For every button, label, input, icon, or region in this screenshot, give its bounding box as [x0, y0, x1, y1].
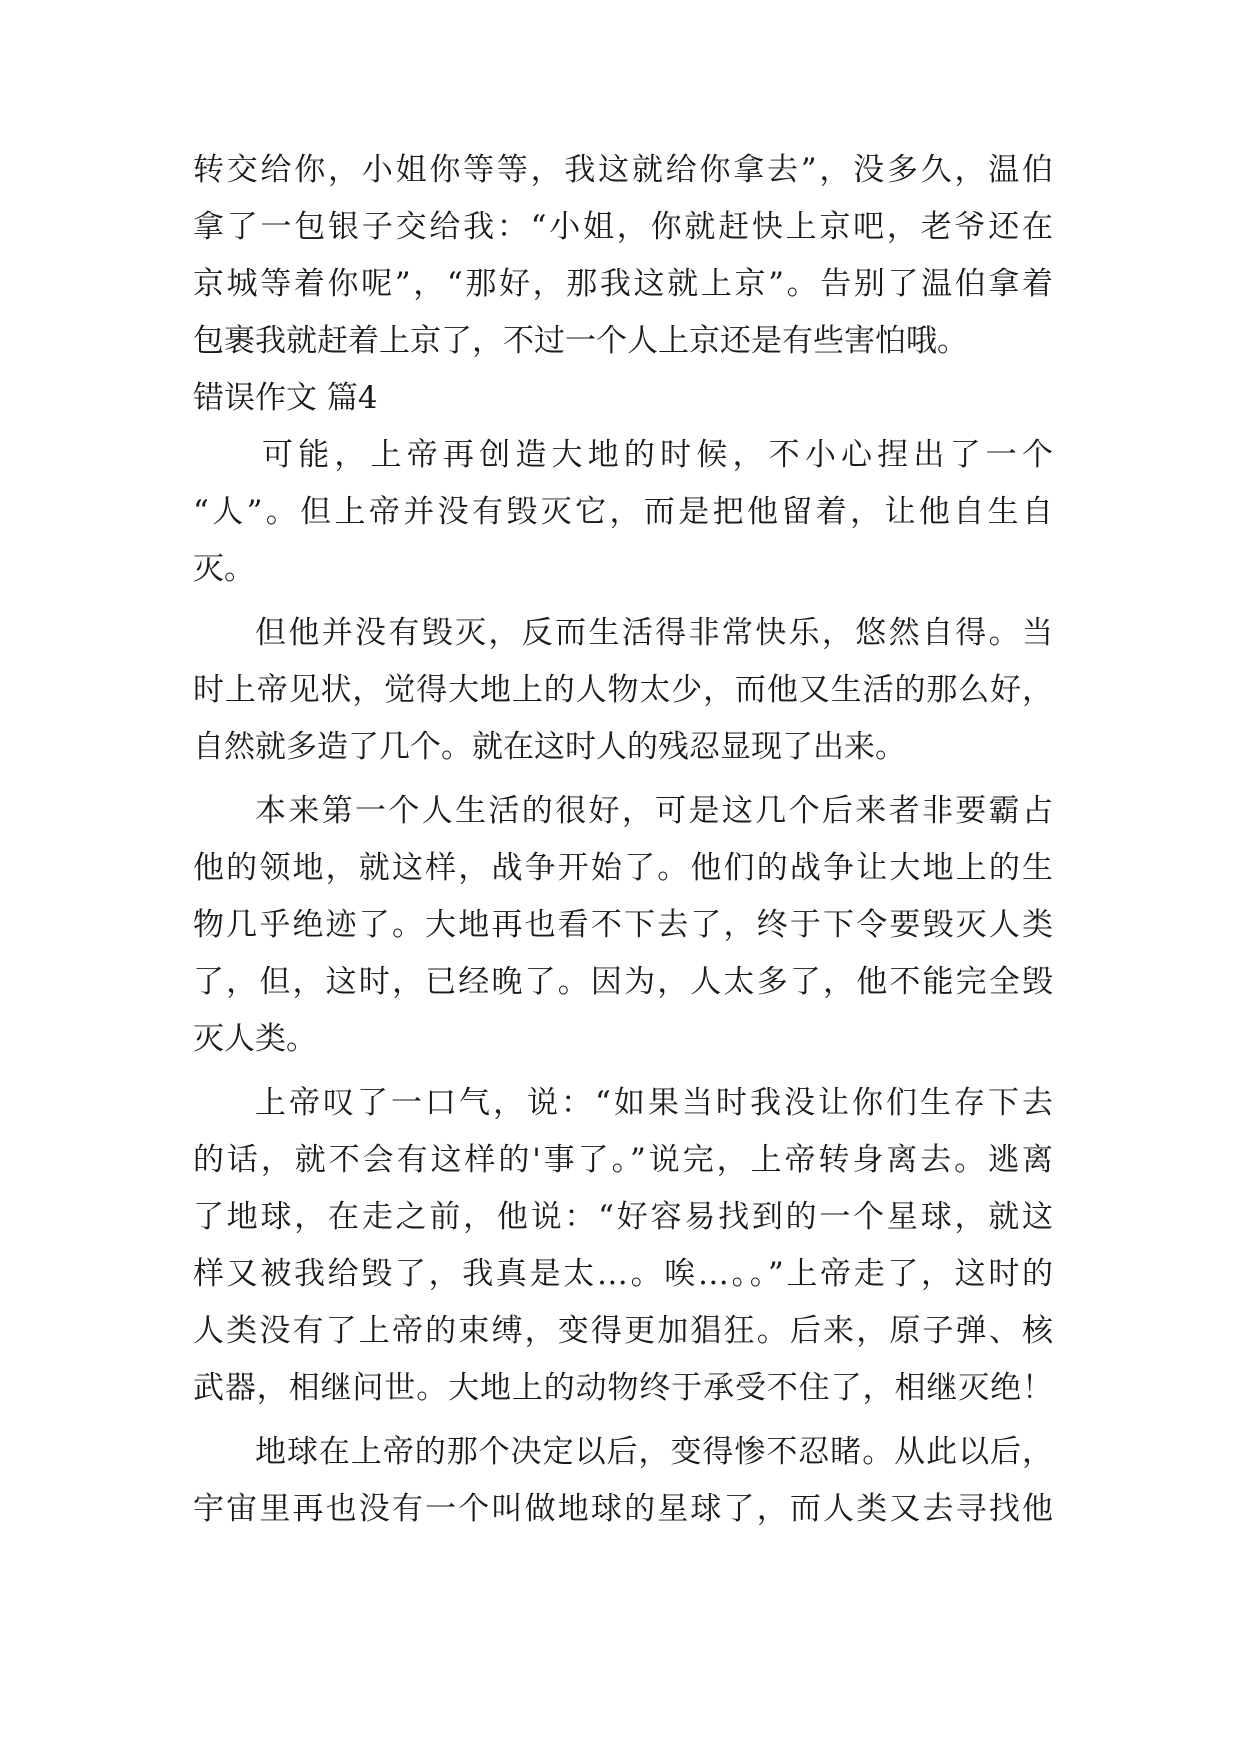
text-line: 转交给你，小姐你等等，我这就给你拿去”，没多久，温伯 [193, 152, 1053, 188]
text-line: 人类没有了上帝的束缚，变得更加猖狂。后来，原子弹、核 [193, 1313, 1053, 1349]
paragraph-first-line: 但他并没有毁灭，反而生活得非常快乐，悠然自得。当 [255, 615, 1053, 651]
text-line: “人”。但上帝并没有毁灭它，而是把他留着，让他自生自 [193, 494, 1053, 530]
text-line: 时上帝见状，觉得大地上的人物太少，而他又生活的那么好， [193, 672, 1053, 708]
text-line: 他的领地，就这样，战争开始了。他们的战争让大地上的生 [193, 850, 1053, 886]
text-line: 京城等着你呢”，“那好，那我这就上京”。告别了温伯拿着 [193, 266, 1053, 302]
paragraph-first-line: 上帝叹了一口气，说：“如果当时我没让你们生存下去 [255, 1085, 1053, 1121]
text-line: 灭人类。 [193, 1021, 317, 1057]
text-line: 样又被我给毁了，我真是太…。唉…。。”上帝走了，这时的 [193, 1256, 1053, 1292]
section-heading: 错误作文 篇4 [193, 380, 378, 416]
text-line: 武器，相继问世。大地上的动物终于承受不住了，相继灭绝！ [193, 1370, 1053, 1406]
text-line: 拿了一包银子交给我：“小姐，你就赶快上京吧，老爷还在 [193, 209, 1053, 245]
text-line: 自然就多造了几个。就在这时人的残忍显现了出来。 [193, 729, 906, 765]
text-line: 的话，就不会有这样的'事了。”说完，上帝转身离去。逃离 [193, 1142, 1053, 1178]
paragraph-first-line: 可能，上帝再创造大地的时候，不小心捏出了一个 [262, 437, 1053, 473]
text-line: 灭。 [193, 551, 255, 587]
text-line: 了地球，在走之前，他说：“好容易找到的一个星球，就这 [193, 1199, 1053, 1235]
paragraph-first-line: 本来第一个人生活的很好，可是这几个后来者非要霸占 [255, 793, 1053, 829]
text-line: 宇宙里再也没有一个叫做地球的星球了，而人类又去寻找他 [193, 1491, 1053, 1527]
paragraph-first-line: 地球在上帝的那个决定以后，变得惨不忍睹。从此以后， [255, 1434, 1053, 1470]
text-line: 了，但，这时，已经晚了。因为，人太多了，他不能完全毁 [193, 964, 1053, 1000]
text-line: 包裹我就赶着上京了，不过一个人上京还是有些害怕哦。 [193, 323, 968, 359]
text-line: 物几乎绝迹了。大地再也看不下去了，终于下令要毁灭人类 [193, 907, 1053, 943]
